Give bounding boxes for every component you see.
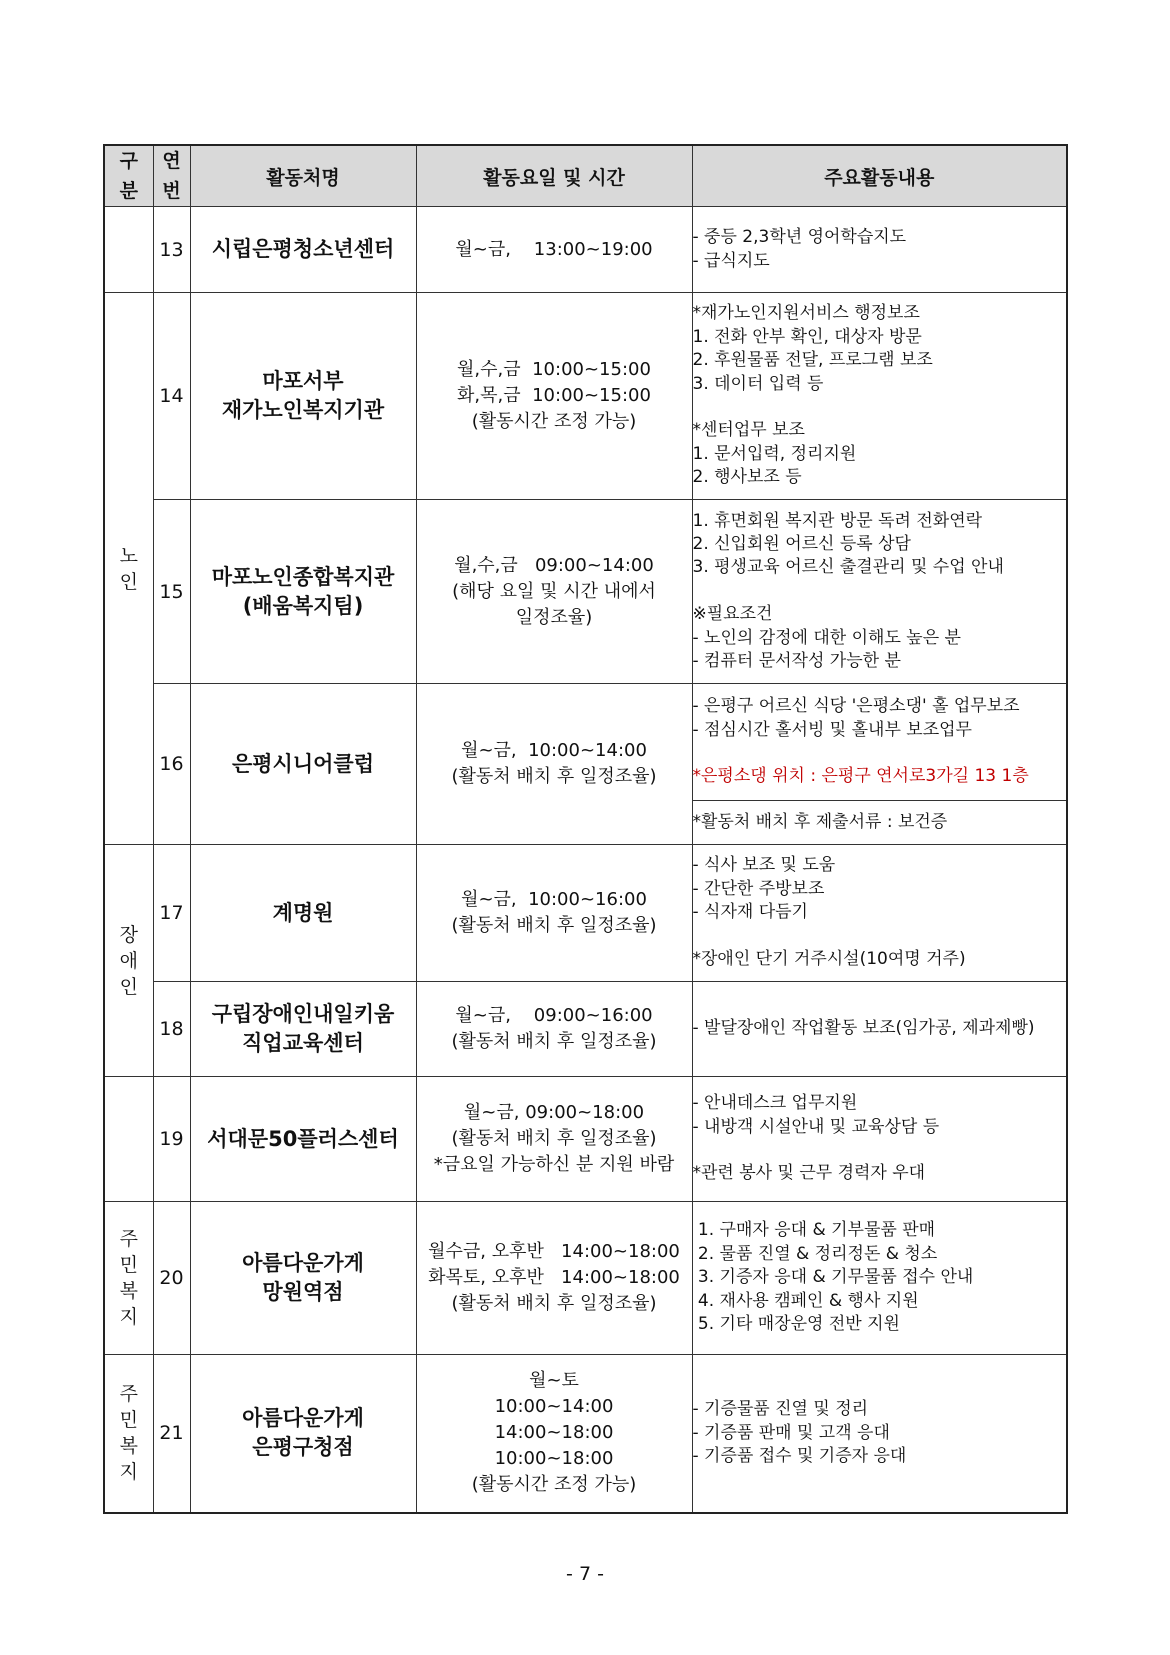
description-line: - 기증품 판매 및 고객 응대 (692, 1422, 890, 1443)
schedule-line: 월~금, 10:00~14:00 (461, 740, 647, 761)
description-line: 2. 후원물품 전달, 프로그램 보조 (692, 350, 933, 371)
description-line: - 중등 2,3학년 영어학습지도 (692, 227, 907, 248)
description-line: 4. 재사용 캠페인 & 행사 지원 (692, 1290, 919, 1311)
description-line: - 컴퓨터 문서작성 가능한 분 (692, 651, 901, 672)
activity-description (692, 684, 1067, 801)
activity-description (692, 982, 1067, 1077)
description-line: 1. 휴면회원 복지관 방문 독려 전화연락 (692, 510, 983, 531)
activity-schedule (416, 982, 692, 1077)
table-row (104, 207, 1067, 293)
category-char: 주 (119, 1228, 138, 1250)
page-number: - 7 - (566, 1563, 604, 1585)
description-line: - 은평구 어르신 식당 '은평소댕' 홀 업무보조 (692, 696, 1020, 717)
header-number-char: 연 (162, 150, 181, 172)
description-line: 1. 구매자 응대 & 기부물품 판매 (692, 1220, 936, 1241)
description-line: - 식자재 다듬기 (692, 902, 808, 923)
place-name-line: 계명원 (272, 900, 334, 925)
category-char: 복 (119, 1435, 138, 1458)
row-number: 13 (153, 207, 190, 293)
row-number: 14 (153, 293, 190, 500)
category-cell (104, 845, 153, 1077)
activity-description (692, 293, 1067, 500)
place-name-line: 구립장애인내일키움 (211, 1002, 395, 1026)
schedule-line: *금요일 가능하신 분 지원 바람 (433, 1154, 675, 1175)
schedule-line: (활동처 배치 후 일정조율) (451, 1128, 657, 1149)
description-line: 1. 문서입력, 정리지원 (692, 443, 857, 464)
activity-place-name (190, 1355, 416, 1513)
activity-schedule (416, 1077, 692, 1202)
activity-schedule (416, 207, 692, 293)
category-char: 복 (119, 1280, 138, 1302)
description-line: - 급식지도 (692, 250, 770, 271)
description-line (693, 580, 1067, 603)
schedule-line: 14:00~18:00 (494, 1422, 614, 1444)
table-row (104, 845, 1067, 982)
header-number (153, 145, 190, 207)
schedule-line: 10:00~18:00 (494, 1448, 614, 1470)
place-name-line: 마포서부 (262, 369, 344, 393)
place-name-line: 망원역점 (262, 1280, 344, 1304)
place-name-line: 서대문50플러스센터 (207, 1126, 399, 1151)
schedule-line: (활동시간 조정 가능) (471, 1474, 637, 1496)
description-line: *재가노인지원서비스 행정보조 (692, 303, 920, 324)
row-number: 20 (153, 1202, 190, 1355)
activity-schedule (416, 1355, 692, 1513)
category-char: 민 (119, 1409, 138, 1432)
description-line: - 식사 보조 및 도움 (692, 855, 836, 876)
schedule-line: (활동처 배치 후 일정조율) (451, 1031, 657, 1052)
category-char: 지 (119, 1461, 138, 1484)
category-char: 노 (119, 544, 138, 567)
schedule-line: 10:00~14:00 (494, 1396, 614, 1418)
place-name-line: 직업교육센터 (242, 1031, 364, 1055)
schedule-line: 화목토, 오후반 14:00~18:00 (428, 1267, 680, 1288)
description-line: *관련 봉사 및 근무 경력자 우대 (692, 1163, 926, 1184)
header-category (104, 145, 153, 207)
schedule-line: (해당 요일 및 시간 내에서 (452, 580, 656, 602)
activity-description (692, 1077, 1067, 1202)
table-row (104, 1355, 1067, 1513)
table-row (104, 684, 1067, 801)
category-cell (104, 1355, 153, 1513)
table-row (104, 293, 1067, 500)
activity-place-name (190, 500, 416, 684)
required-documents-note: *활동처 배치 후 제출서류 : 보건증 (692, 801, 1067, 845)
activity-schedule (416, 500, 692, 684)
place-name-line: 은평시니어클럽 (231, 751, 374, 776)
place-name-line: 재가노인복지기관 (221, 398, 385, 422)
description-line: *장애인 단기 거주시설(10여명 거주) (692, 949, 966, 970)
activity-description (692, 1202, 1067, 1355)
description-line: - 간단한 주방보조 (692, 878, 825, 899)
category-cell (104, 1077, 153, 1202)
place-name-line: 아름다운가게 (242, 1251, 364, 1275)
description-line: - 점심시간 홀서빙 및 홀내부 보조업무 (692, 719, 972, 740)
description-line: - 기증물품 진열 및 정리 (692, 1399, 869, 1420)
activity-place-name (190, 207, 416, 293)
header-category-char: 구 (119, 150, 138, 172)
schedule-line: 월~금, 10:00~16:00 (461, 889, 647, 910)
activity-schedule (416, 684, 692, 845)
category-char: 애 (119, 949, 138, 972)
category-cell (104, 293, 153, 845)
activity-schedule (416, 845, 692, 982)
place-name-line: 은평구청점 (252, 1435, 354, 1460)
schedule-line: (활동시간 조정 가능) (471, 411, 637, 432)
activity-schedule (416, 293, 692, 500)
category-cell-empty (104, 207, 153, 293)
schedule-line: 월~금, 09:00~16:00 (455, 1005, 653, 1026)
description-line: *센터업무 보조 (692, 420, 805, 441)
header-number-char: 번 (162, 180, 181, 202)
schedule-line: (활동처 배치 후 일정조율) (451, 915, 657, 936)
activity-place-name (190, 1077, 416, 1202)
category-char: 주 (119, 1383, 138, 1406)
activity-place-name (190, 684, 416, 845)
schedule-line: 월~토 (529, 1370, 579, 1392)
description-line (693, 396, 1067, 419)
description-line: 3. 기증자 응대 & 기무물품 접수 안내 (692, 1267, 974, 1288)
description-line: - 내방객 시설안내 및 교육상담 등 (692, 1116, 940, 1137)
description-line: 3. 데이터 입력 등 (692, 373, 824, 394)
schedule-line: 월수금, 오후반 14:00~18:00 (428, 1241, 680, 1262)
category-char: 인 (119, 570, 138, 593)
activity-description (692, 845, 1067, 982)
description-line: - 기증품 접수 및 기증자 응대 (692, 1445, 907, 1466)
row-number: 16 (153, 684, 190, 845)
schedule-line: (활동처 배치 후 일정조율) (451, 766, 657, 787)
volunteer-activity-table (103, 144, 1068, 1514)
schedule-line: 일정조율) (515, 606, 593, 628)
activity-place-name (190, 1202, 416, 1355)
description-spacer (693, 742, 1067, 765)
activity-schedule (416, 1202, 692, 1355)
description-line: ※필요조건 (692, 604, 773, 625)
description-line: 3. 평생교육 어르신 출결관리 및 수업 안내 (692, 557, 1004, 578)
place-name-line: 마포노인종합복지관 (211, 564, 395, 589)
description-line: - 안내데스크 업무지원 (692, 1093, 858, 1114)
table-row (104, 1202, 1067, 1355)
place-name-line: 아름다운가게 (242, 1406, 364, 1431)
row-number: 19 (153, 1077, 190, 1202)
category-char: 민 (119, 1254, 138, 1276)
activity-place-name (190, 982, 416, 1077)
description-line: - 발달장애인 작업활동 보조(임가공, 제과제빵) (692, 1018, 1035, 1039)
header-place: 활동처명 (190, 145, 416, 207)
category-char: 인 (119, 975, 138, 998)
schedule-line: 화,목,금 10:00~15:00 (457, 385, 651, 406)
schedule-line: 월~금, 09:00~18:00 (463, 1102, 645, 1123)
row-number: 21 (153, 1355, 190, 1513)
row-number: 15 (153, 500, 190, 684)
place-name-line: (배움복지팀) (242, 593, 364, 618)
table-row (104, 500, 1067, 684)
activity-description (692, 500, 1067, 684)
activity-description (692, 1355, 1067, 1513)
category-cell (104, 1202, 153, 1355)
table-row (104, 982, 1067, 1077)
table-header-row (104, 145, 1067, 207)
description-line: 2. 행사보조 등 (692, 467, 802, 488)
schedule-line: 월,수,금 10:00~15:00 (457, 359, 651, 380)
place-name-line: 시립은평청소년센터 (211, 237, 395, 261)
schedule-line: 월~금, 13:00~19:00 (455, 238, 653, 260)
table-row (104, 1077, 1067, 1202)
activity-description (692, 207, 1067, 293)
schedule-line: 월,수,금 09:00~14:00 (454, 554, 654, 576)
schedule-line: (활동처 배치 후 일정조율) (451, 1293, 657, 1314)
description-line: 2. 신입회원 어르신 등록 상담 (692, 533, 911, 554)
row-number: 17 (153, 845, 190, 982)
category-char: 지 (119, 1306, 138, 1328)
description-line: 1. 전화 안부 확인, 대상자 방문 (692, 326, 922, 347)
row-number: 18 (153, 982, 190, 1077)
activity-place-name (190, 845, 416, 982)
description-line (693, 925, 1067, 948)
description-line: 5. 기타 매장운영 전반 지원 (692, 1314, 900, 1335)
description-line: - 노인의 감정에 대한 이해도 높은 분 (692, 627, 961, 648)
location-note: *은평소댕 위치 : 은평구 연서로3가길 13 1층 (692, 766, 1029, 787)
description-line: 2. 물품 진열 & 정리정돈 & 청소 (692, 1243, 938, 1264)
header-content: 주요활동내용 (692, 145, 1067, 207)
header-category-char: 분 (119, 180, 138, 202)
header-schedule: 활동요일 및 시간 (416, 145, 692, 207)
activity-place-name (190, 293, 416, 500)
description-line (693, 1139, 1067, 1162)
category-char: 장 (119, 923, 138, 946)
